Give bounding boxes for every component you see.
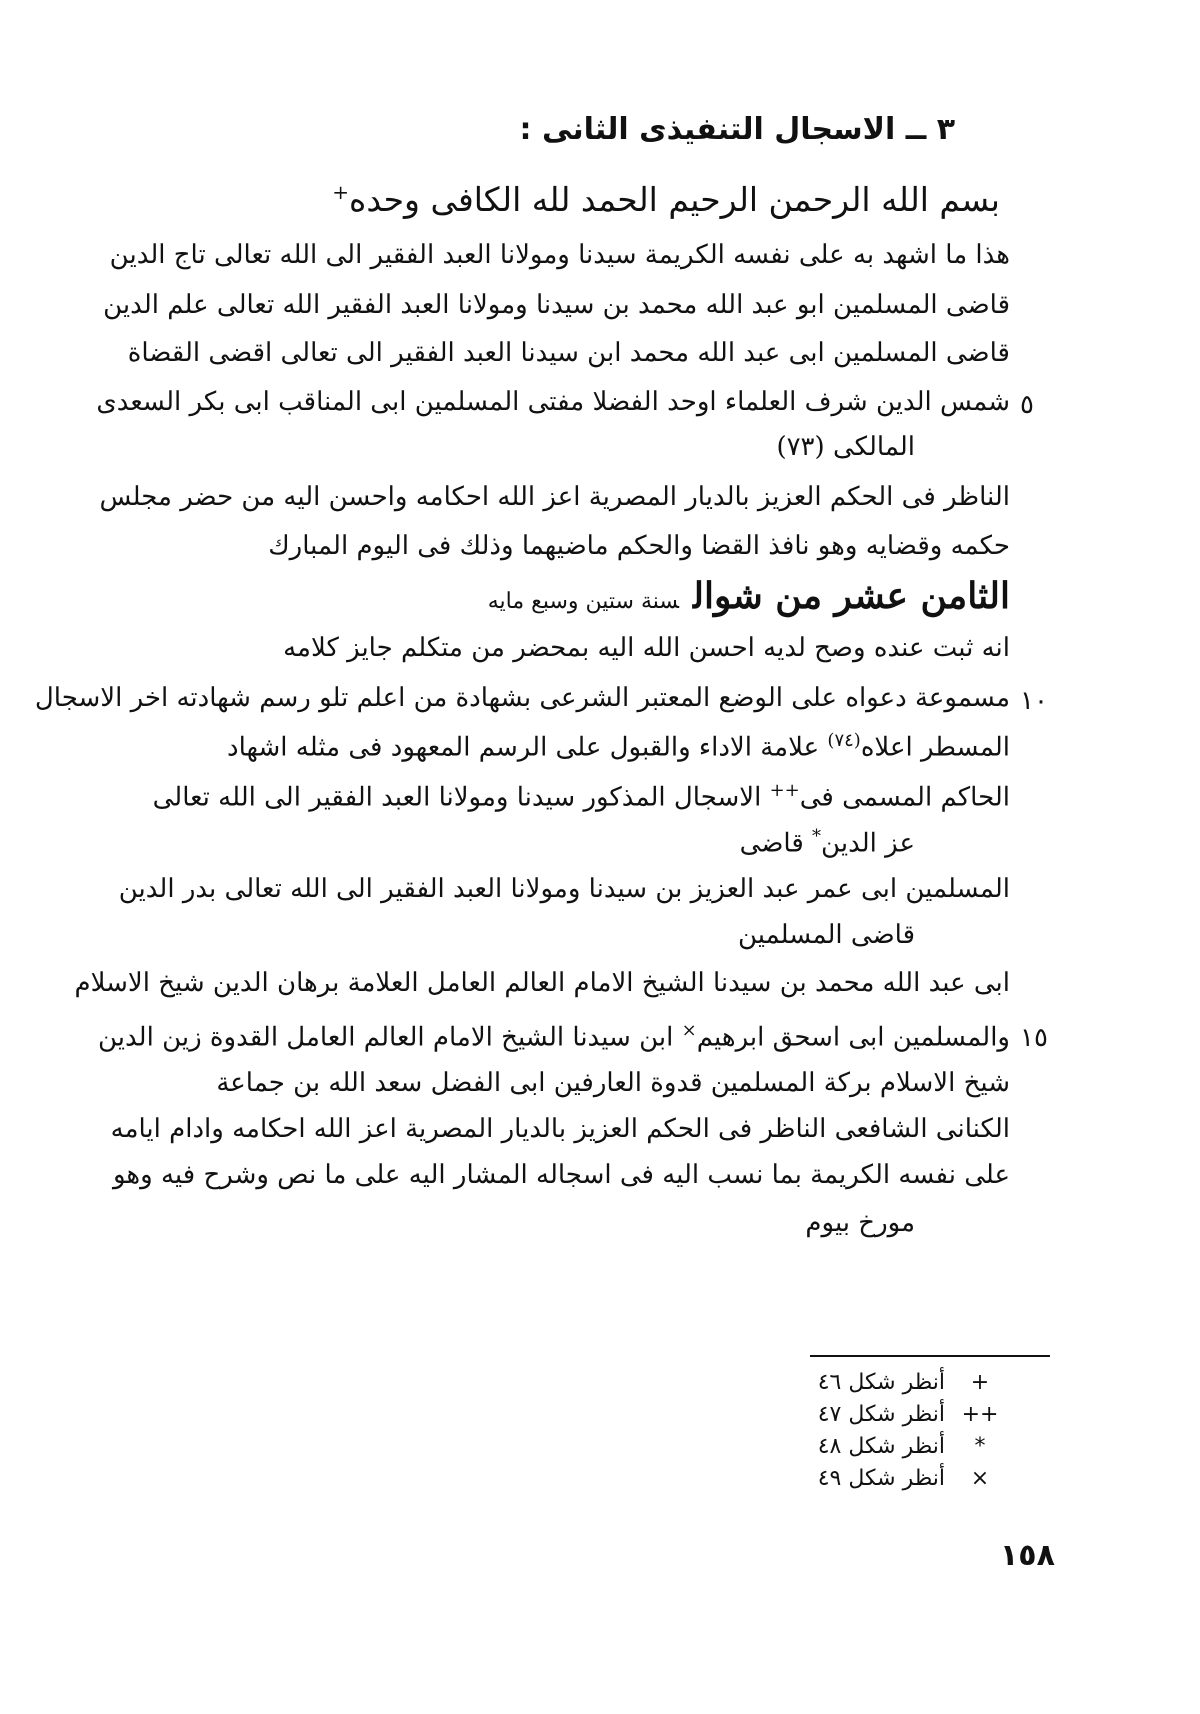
footnote-text: أنظر شكل ٤٦ [817, 1370, 945, 1395]
text-segment: والمسلمين ابى اسحق ابرهيم [696, 1022, 1010, 1053]
footnote [780, 1434, 1000, 1464]
footnote-symbol: ++ [961, 1402, 999, 1427]
line-number: ٥ [1020, 390, 1034, 420]
text-line: الكنانى الشافعى الناظر فى الحكم العزيز بالديار المصرية اعز الله احكامه وادام ايامه [110, 1114, 1010, 1144]
footnote-marker: ++ [769, 780, 800, 801]
basmala-footnote-marker: + [332, 180, 350, 204]
text-line: حكمه وقضايه وهو نافذ القضا والحكم ماضيهما وذلك فى اليوم المبارك [268, 531, 1010, 561]
text-segment: ابن سيدنا الشيخ الامام العالم العامل القدوة زين الدين [97, 1022, 674, 1053]
footnote-symbol: * [974, 1434, 986, 1459]
footnote-text: أنظر شكل ٤٩ [817, 1466, 945, 1491]
text-line: المسلمين ابى عمر عبد العزيز بن سيدنا ومولانا العبد الفقير الى الله تعالى بدر الدين [118, 874, 1010, 904]
footnote-text: أنظر شكل ٤٨ [817, 1434, 945, 1459]
footnote-marker: (٧٤) [827, 730, 861, 751]
text-line: شيخ الاسلام بركة المسلمين قدوة العارفين ابى الفضل سعد الله بن جماعة [216, 1068, 1010, 1098]
text-line: قاضى المسلمين ابى عبد الله محمد ابن سيدنا العبد الفقير الى تعالى اقضى القضاة [127, 338, 1010, 368]
text-line [98, 1020, 1010, 1053]
text-segment: علامة الاداء والقبول على الرسم المعهود فى مثله اشهاد [227, 732, 820, 763]
section-heading: ٣ ــ الاسجال التنفيذى الثانى : [519, 112, 955, 147]
text-line: مورخ بيوم [805, 1208, 915, 1238]
text-line: قاضى المسلمين ابو عبد الله محمد بن سيدنا ومولانا العبد الفقير الله تعالى علم الدين [103, 290, 1010, 320]
basmala-line [332, 180, 1000, 219]
basmala-text: بسم الله الرحمن الرحيم الحمد لله الكافى وحده [349, 180, 1000, 219]
footnote-marker: × [681, 1020, 697, 1041]
line-number: ١٠ [1020, 686, 1048, 716]
footnote-symbol: × [970, 1466, 990, 1491]
text-line [740, 826, 915, 859]
text-line [227, 730, 1010, 763]
text-line: هذا ما اشهد به على نفسه الكريمة سيدنا ومولانا العبد الفقير الى الله تعالى تاج الدين [109, 240, 1010, 270]
text-segment: الاسجال المذكور سيدنا ومولانا العبد الفقير الى الله تعالى [152, 782, 762, 813]
date-text: الثامن عشر من شوال [693, 575, 1010, 617]
footnote [780, 1402, 1000, 1432]
text-line: قاضى المسلمين [737, 920, 915, 950]
text-line: ابى عبد الله محمد بن سيدنا الشيخ الامام العالم العامل العلامة برهان الدين شيخ الاسلام [74, 968, 1010, 998]
text-line: شمس الدين شرف العلماء اوحد الفضلا مفتى المسلمين ابى المناقب ابى بكر السعدى [96, 387, 1010, 417]
line-number: ١٥ [1020, 1023, 1048, 1053]
footnote [780, 1370, 1000, 1400]
text-segment: قاضى [739, 828, 804, 859]
date-year-text: سنة ستين وسبع مايه [487, 589, 680, 614]
footnote-symbol: + [970, 1370, 990, 1395]
text-segment: الحاكم المسمى فى [799, 782, 1010, 813]
text-line: الناظر فى الحكم العزيز بالديار المصرية اعز الله احكامه واحسن اليه من حضر مجلس [99, 482, 1010, 512]
text-segment: عز الدين [821, 828, 915, 859]
footnote-text: أنظر شكل ٤٧ [817, 1402, 945, 1427]
text-line: المالكى (٧٣) [776, 432, 915, 462]
footnote [780, 1466, 1000, 1496]
page-number: ١٥٨ [1000, 1538, 1055, 1573]
text-line: انه ثبت عنده وصح لديه احسن الله اليه بمحضر من متكلم جايز كلامه [283, 633, 1010, 663]
footnote-marker: * [812, 826, 822, 847]
text-line: مسموعة دعواه على الوضع المعتبر الشرعى بشهادة من اعلم تلو رسم شهادته اخر الاسجال [34, 683, 1010, 713]
text-line: على نفسه الكريمة بما نسب اليه فى اسجاله المشار اليه على ما نص وشرح فيه وهو [113, 1160, 1010, 1190]
date-line [488, 575, 1010, 617]
footnote-divider [810, 1355, 1050, 1357]
text-segment: المسطر اعلاه [860, 732, 1010, 763]
text-line [153, 780, 1010, 813]
